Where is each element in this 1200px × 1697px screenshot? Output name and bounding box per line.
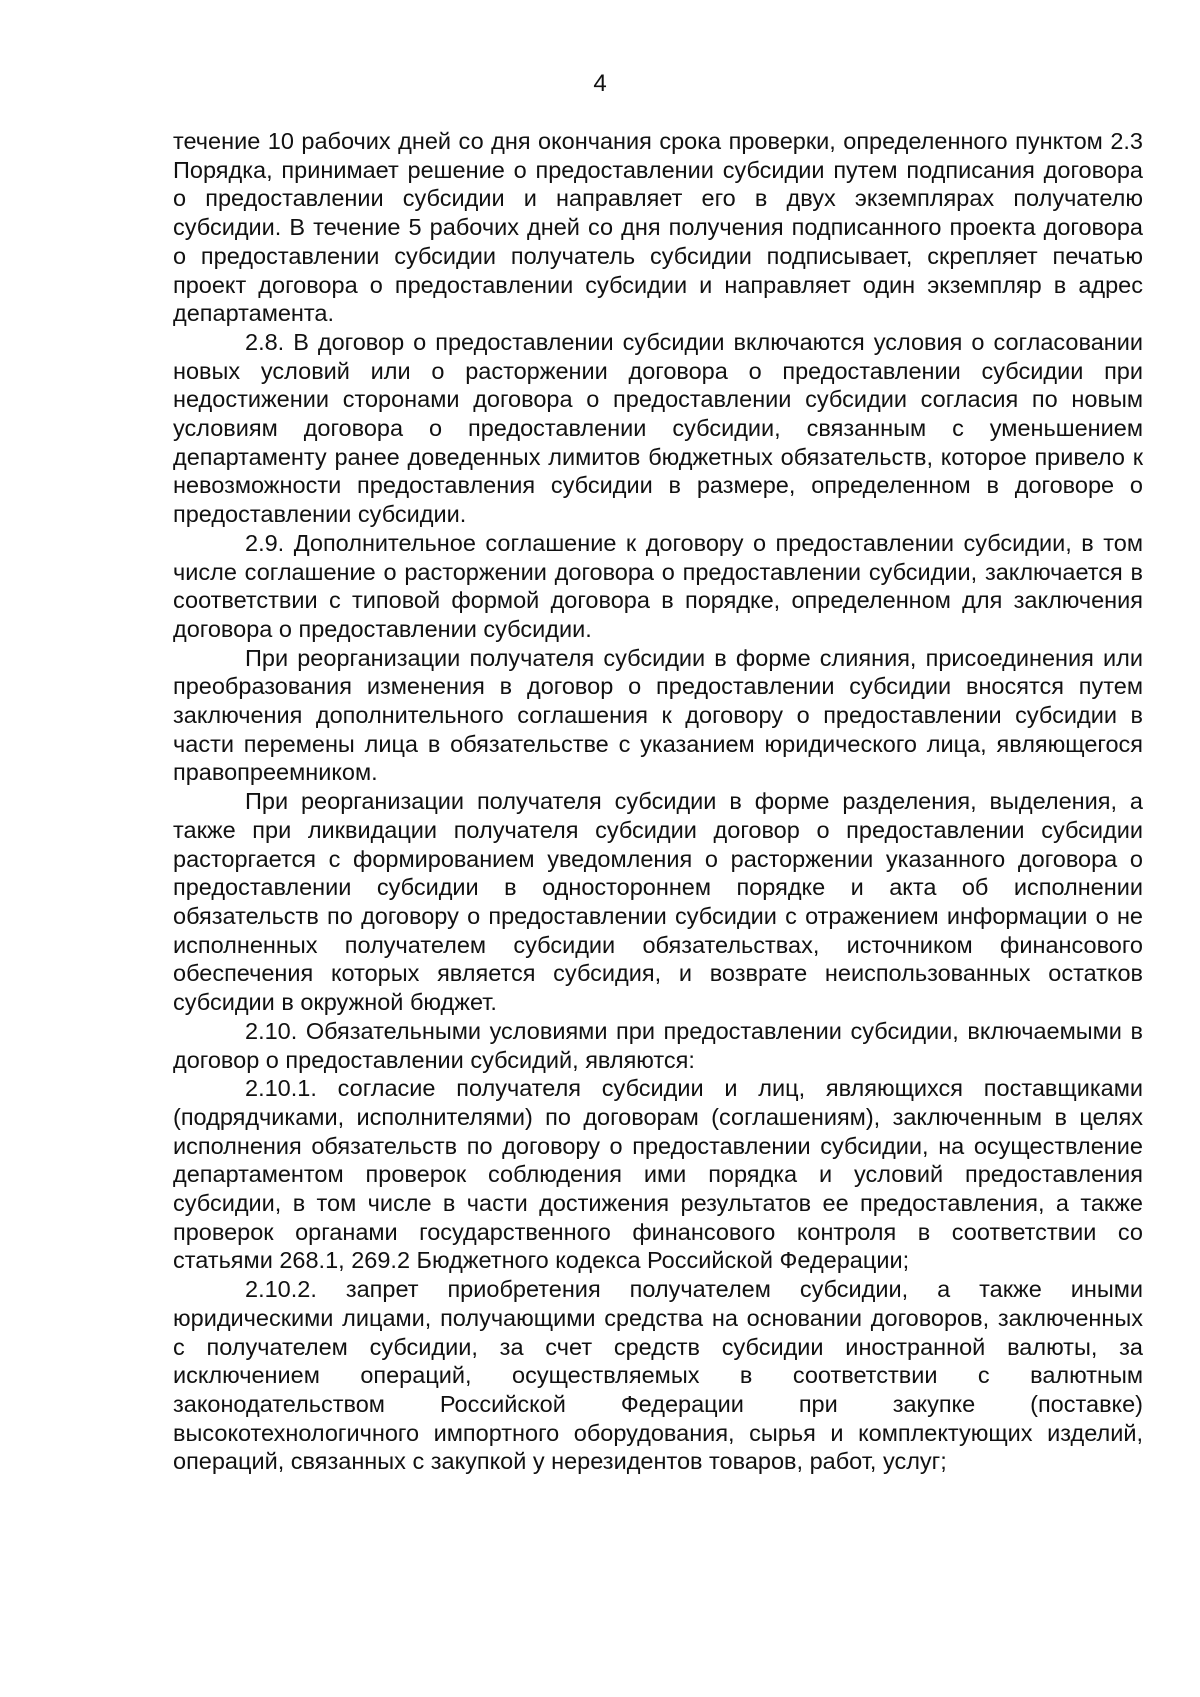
paragraph-2-9: 2.9. Дополнительное соглашение к договору о предоставлении субсидии, в том числе соглашение о расторжении договора о предоставлении субсидии, заключается в соответствии с типовой формой договора в порядке, определенном для заключения договора о предоставлении субсидии. <box>173 529 1143 642</box>
paragraph-2-10-2: 2.10.2. запрет приобретения получателем субсидии, а также иными юридическими лицами, получающими средства на основании договоров, заключенных с получателем субсидии, за счет средств субсидии иностранной валюты, за исключением операций, осуществляемых в соответствии с валютным законодательством Российской Федерации при закупке (поставке) высокотехнологичного импортного оборудования, сырья и комплектующих изделий, операций, связанных с закупкой у нерезидентов товаров, работ, услуг; <box>173 1276 1143 1475</box>
document-body <box>173 127 1143 1476</box>
paragraph-reorganization-division: При реорганизации получателя субсидии в форме разделения, выделения, а также при ликвидации получателя субсидии договор о предоставлении субсидии расторгается с формированием уведомления о расторжении указанного договора о предоставлении субсидии в одностороннем порядке и акта об исполнении обязательств по договору о предоставлении субсидии с отражением информации о не исполненных получателем субсидии обязательствах, источником финансового обеспечения которых является субсидия, и возврате неиспользованных остатков субсидии в окружной бюджет. <box>173 788 1143 1016</box>
paragraph-2-10: 2.10. Обязательными условиями при предоставлении субсидии, включаемыми в договор о предоставлении субсидий, являются: <box>173 1017 1143 1073</box>
paragraph-2-8: 2.8. В договор о предоставлении субсидии включаются условия о согласовании новых условий или о расторжении договора о предоставлении субсидии при недостижении сторонами договора о предоставлении субсидии согласия по новым условиям договора о предоставлении субсидии, связанным с уменьшением департаменту ранее доведенных лимитов бюджетных обязательств, которое привело к невозможности предоставления субсидии в размере, определенном в договоре о предоставлении субсидии. <box>173 328 1143 528</box>
page-number: 4 <box>593 70 607 97</box>
paragraph-continuation: течение 10 рабочих дней со дня окончания срока проверки, определенного пунктом 2.3 Порядка, принимает решение о предоставлении субсидии путем подписания договора о предоставлении субсидии и направляет его в двух экземплярах получателю субсидии. В течение 5 рабочих дней со дня получения подписанного проекта договора о предоставлении субсидии получатель субсидии подписывает, скрепляет печатью проект договора о предоставлении субсидии и направляет один экземпляр в адрес департамента. <box>173 128 1143 327</box>
paragraph-reorganization-merger: При реорганизации получателя субсидии в форме слияния, присоединения или преобразования изменения в договор о предоставлении субсидии вносятся путем заключения дополнительного соглашения к договору о предоставлении субсидии в части перемены лица в обязательстве с указанием юридического лица, являющегося правопреемником. <box>173 644 1143 786</box>
paragraph-2-10-1: 2.10.1. согласие получателя субсидии и лиц, являющихся поставщиками (подрядчиками, исполнителями) по договорам (соглашениям), заключенным в целях исполнения обязательств по договору о предоставлении субсидии, на осуществление департаментом проверок соблюдения ими порядка и условий предоставления субсидии, в том числе в части достижения результатов ее предоставления, а также проверок органами государственного финансового контроля в соответствии со статьями 268.1, 269.2 Бюджетного кодекса Российской Федерации; <box>173 1075 1143 1274</box>
